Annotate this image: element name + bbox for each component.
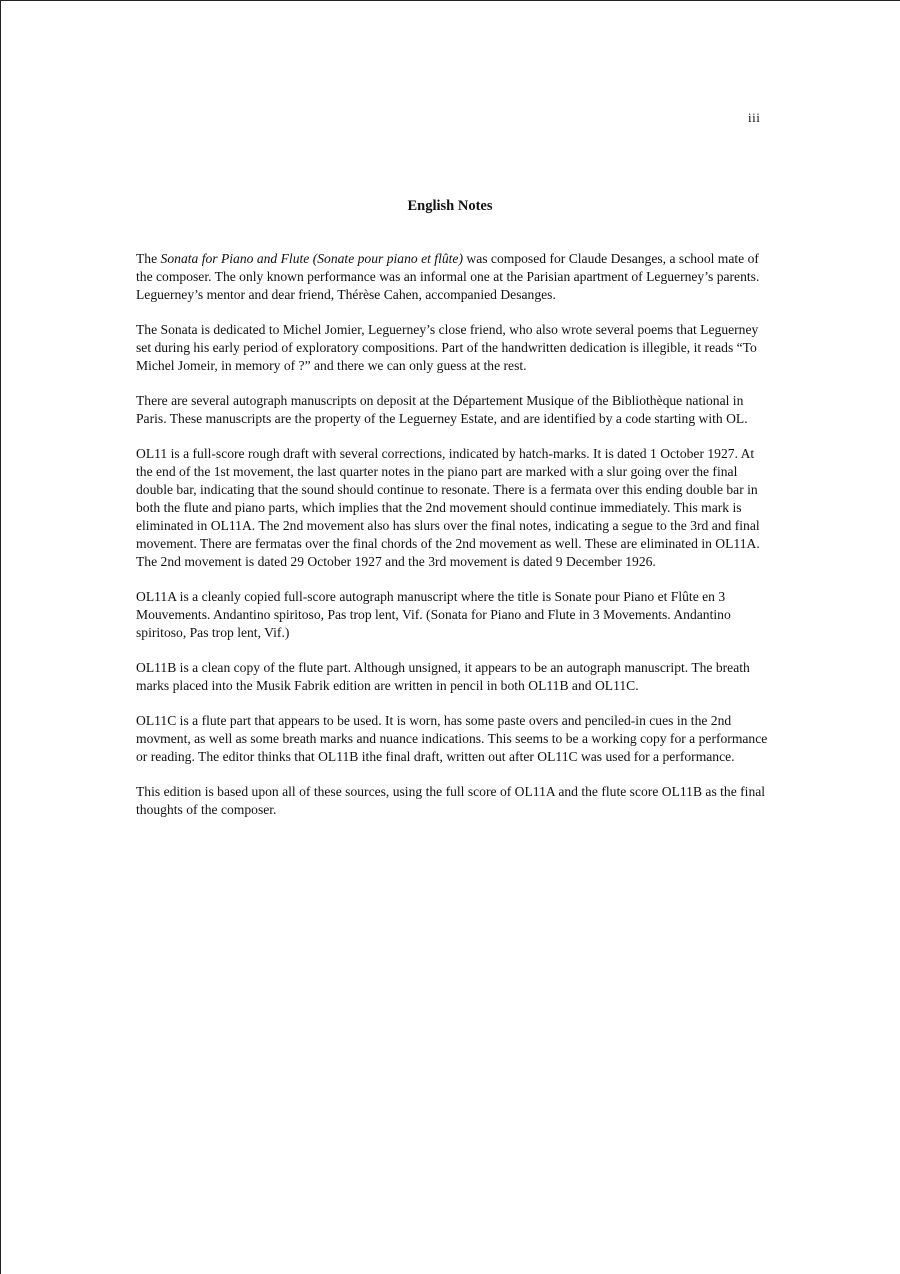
page-border-top [0,0,900,1]
paragraph-edition-basis: This edition is based upon all of these sources, using the full score of OL11A and the flute score OL11B as the final thoughts of the composer. [136,784,766,817]
page-heading: English Notes [407,198,493,214]
paragraph-manuscripts: There are several autograph manuscripts on deposit at the Département Musique of the Bibliothèque national in Paris. These manuscripts are the property of the Leguerney Estate, and are identified by a code starting with OL. [136,393,748,426]
page-number: iii [748,110,761,125]
paragraph-ol11a: OL11A is a cleanly copied full-score autograph manuscript where the title is Sonate pour Piano et Flûte en 3 Mouvements. Andantino spiritoso, Pas trop lent, Vif. (Sonata for Piano and Flute in 3 Movements. Andantino spiritoso, Pas trop lent, Vif.) [136,589,731,640]
paragraph-intro-text: The [136,251,161,266]
paragraph-dedication: The Sonata is dedicated to Michel Jomier, Leguerney’s close friend, who also wrote several poems that Leguerney set during his early period of exploratory compositions. Part of the handwritten dedication is illegible, it reads “To Michel Jomeir, in memory of ?” and there we can only guess at the rest. [136,322,759,373]
paragraph-ol11c: OL11C is a flute part that appears to be used. It is worn, has some paste overs and penciled-in cues in the 2nd movment, as well as some breath marks and nuance indications. This seems to be a working copy for a performance or reading. The editor thinks that OL11B ithe final draft, written out after OL11C was used for a performance. [136,713,768,764]
paragraph-ol11b: OL11B is a clean copy of the flute part. Although unsigned, it appears to be an autograph manuscript. The breath marks placed into the Musik Fabrik edition are written in pencil in both OL11B and OL11C. [136,660,750,693]
notes-body [136,250,768,836]
sonata-title-italic: Sonata for Piano and Flute (Sonate pour piano et flûte) [160,251,463,266]
paragraph-intro-rest: was composed for Claude Desanges, a school mate of the composer. The only known performance was an informal one at the Parisian apartment of Leguerney’s parents. Leguerney’s mentor and dear friend, Thérèse Cahen, accompanied Desanges. [136,251,760,302]
page-border-left [0,0,1,1274]
paragraph-ol11: OL11 is a full-score rough draft with several corrections, indicated by hatch-marks. It is dated 1 October 1927. At the end of the 1st movement, the last quarter notes in the piano part are marked with a slur going over the final double bar, indicating that the sound should continue to resonate. There is a fermata over this ending double bar in both the flute and piano parts, which implies that the 2nd movement should continue immediately. This mark is eliminated in OL11A. The 2nd movement also has slurs over the final notes, indicating a segue to the 3rd and final movement. There are fermatas over the final chords of the 2nd movement as well. These are eliminated in OL11A. The 2nd movement is dated 29 October 1927 and the 3rd movement is dated 9 December 1926. [136,446,760,569]
paragraph-sonata-intro [136,250,768,304]
